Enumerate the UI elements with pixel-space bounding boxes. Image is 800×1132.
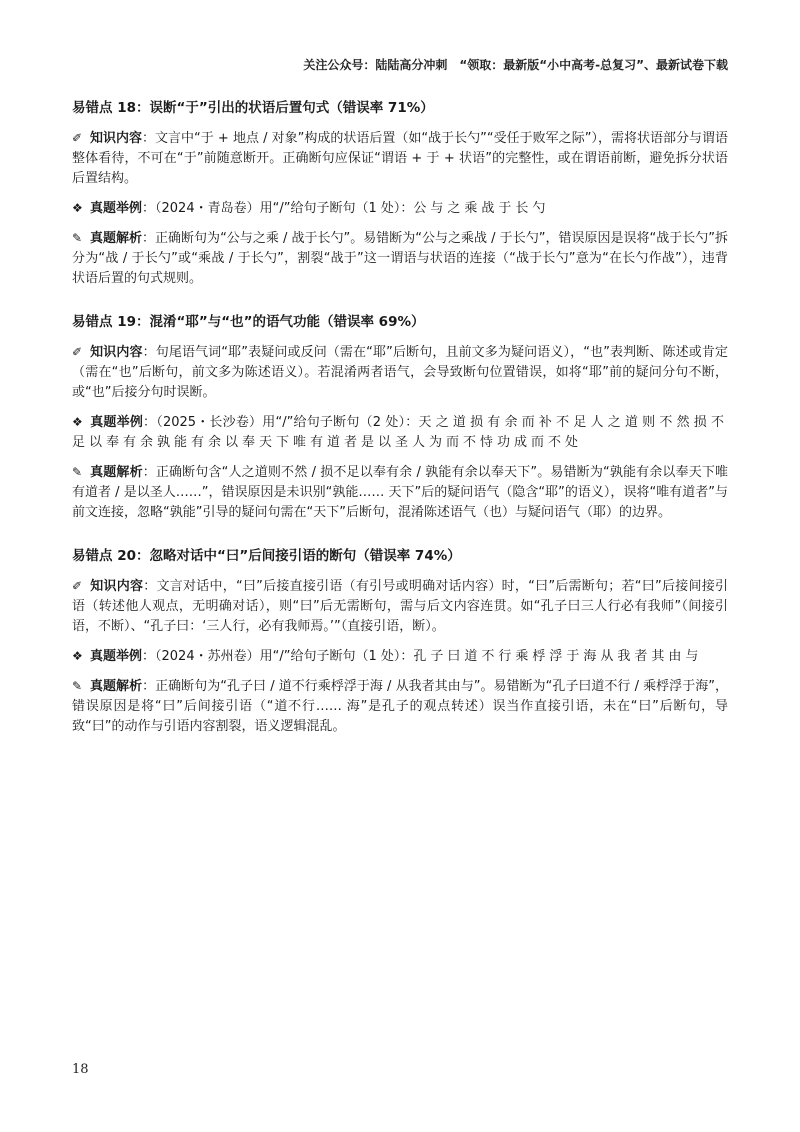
example-paragraph <box>72 646 728 667</box>
analysis-text: ：正确断句为“孔子曰 / 道不行乘桴浮于海 / 从我者其由与”。易错断为“孔子曰道不行 / 乘桴浮于海”，错误原因是将“曰”后间接引语（“道不行…… 海”是孔子的观点转述）误当作直接引语，未在“曰”后断句，导致“曰”的动作与引语内容割裂，语义逻辑混乱。 <box>72 679 728 734</box>
example-label: 真题举例 <box>90 649 143 664</box>
analysis-paragraph <box>72 462 728 523</box>
example-paragraph <box>72 198 728 219</box>
analysis-label: 真题解析 <box>90 679 143 694</box>
page-header: 关注公众号：陆陆高分冲刺 “领取：最新版“小中高考-总复习”、最新试卷下载 <box>303 58 728 72</box>
example-intro: ：（2024・苏州卷）用“/”给句子断句（1 处）： <box>142 649 414 664</box>
pen-icon: ✎ <box>72 679 83 693</box>
knowledge-paragraph <box>72 128 728 189</box>
example-intro: ：（2024・青岛卷）用“/”给句子断句（1 处）： <box>142 201 414 216</box>
section-title: 易错点 18：误断“于”引出的状语后置句式（错误率 71%） <box>72 100 434 116</box>
knowledge-text: ：文言中“于 + 地点 / 对象”构成的状语后置（如“战于长勺”“受任于败军之际”），需将状语部分与谓语整体看待，不可在“于”前随意断开。正确断句应保证“谓语 + 于 + 状语”的完整性，或在谓语前断，避免拆分状语后置结构。 <box>72 131 728 186</box>
knowledge-text: ：文言对话中，“曰”后接直接引语（有引号或明确对话内容）时，“曰”后需断句；若“曰”后接间接引语（转述他人观点，无明确对话），则“曰”后无需断句，需与后文内容连贯。如“孔子曰三人行必有我师”（间接引语，不断）、“孔子曰：‘三人行，必有我师焉。’”（直接引语，断）。 <box>72 579 728 634</box>
example-label: 真题举例 <box>90 201 143 216</box>
example-text: 公与之乘战于长勺 <box>413 201 550 216</box>
knowledge-paragraph <box>72 342 728 403</box>
page-content <box>72 98 728 746</box>
knowledge-paragraph <box>72 576 728 637</box>
section-gap <box>72 532 728 546</box>
pencil-icon: ✐ <box>72 579 83 593</box>
knowledge-label: 知识内容 <box>90 579 144 594</box>
analysis-label: 真题解析 <box>90 465 143 480</box>
pen-icon: ✎ <box>72 465 83 479</box>
analysis-text: ：正确断句为“公与之乘 / 战于长勺”。易错断为“公与之乘战 / 于长勺”，错误原因是误将“战于长勺”拆分为“战 / 于长勺”或“乘战 / 于长勺”，割裂“战于”这一谓语与状语的连接（“战于长勺”意为“在长勺作战”），违背状语后置的句式规则。 <box>72 231 728 286</box>
knowledge-label: 知识内容 <box>90 345 143 360</box>
diamond-icon: ❖ <box>72 649 83 663</box>
section-18 <box>72 98 728 289</box>
analysis-paragraph <box>72 676 728 737</box>
analysis-label: 真题解析 <box>90 231 143 246</box>
section-20 <box>72 546 728 737</box>
knowledge-text: ：句尾语气词“耶”表疑问或反问（需在“耶”后断句，且前文多为疑问语义），“也”表判断、陈述或肯定（需在“也”后断句，前文多为陈述语义）。若混淆两者语气，会导致断句位置错误，如将“耶”前的疑问分句不断，或“也”后接分句时误断。 <box>72 345 728 400</box>
knowledge-label: 知识内容 <box>90 131 143 146</box>
diamond-icon: ❖ <box>72 415 83 429</box>
diamond-icon: ❖ <box>72 201 83 215</box>
analysis-text: ：正确断句含“人之道则不然 / 损不足以奉有余 / 孰能有余以奉天下”。易错断为“孰能有余以奉天下唯有道者 / 是以圣人……”，错误原因是未识别“孰能…… 天下”后的疑问语气（隐含“耶”的语义），误将“唯有道者”与前文连接，忽略“孰能”引导的疑问句需在“天下”后断句，混淆陈述语气（也）与疑问语气（耶）的边界。 <box>72 465 728 520</box>
section-19 <box>72 312 728 523</box>
section-gap <box>72 298 728 312</box>
pen-icon: ✎ <box>72 231 83 245</box>
page-number: 18 <box>72 1062 89 1077</box>
example-text: 天之道损有余而补不足人之道则不然损不足以奉有余孰能有余以奉天下唯有道者是以圣人为而不恃功成而不处 <box>72 415 728 450</box>
example-text: 孔子曰道不行乘桴浮于海从我者其由与 <box>413 649 703 664</box>
example-paragraph <box>72 412 728 453</box>
example-intro: ：（2025・长沙卷）用“/”给句子断句（2 处）： <box>143 415 419 430</box>
analysis-paragraph <box>72 228 728 289</box>
section-title: 易错点 20：忽略对话中“曰”后间接引语的断句（错误率 74%） <box>72 548 461 564</box>
section-title: 易错点 19：混淆“耶”与“也”的语气功能（错误率 69%） <box>72 314 425 330</box>
pencil-icon: ✐ <box>72 131 83 145</box>
pencil-icon: ✐ <box>72 345 83 359</box>
example-label: 真题举例 <box>90 415 144 430</box>
